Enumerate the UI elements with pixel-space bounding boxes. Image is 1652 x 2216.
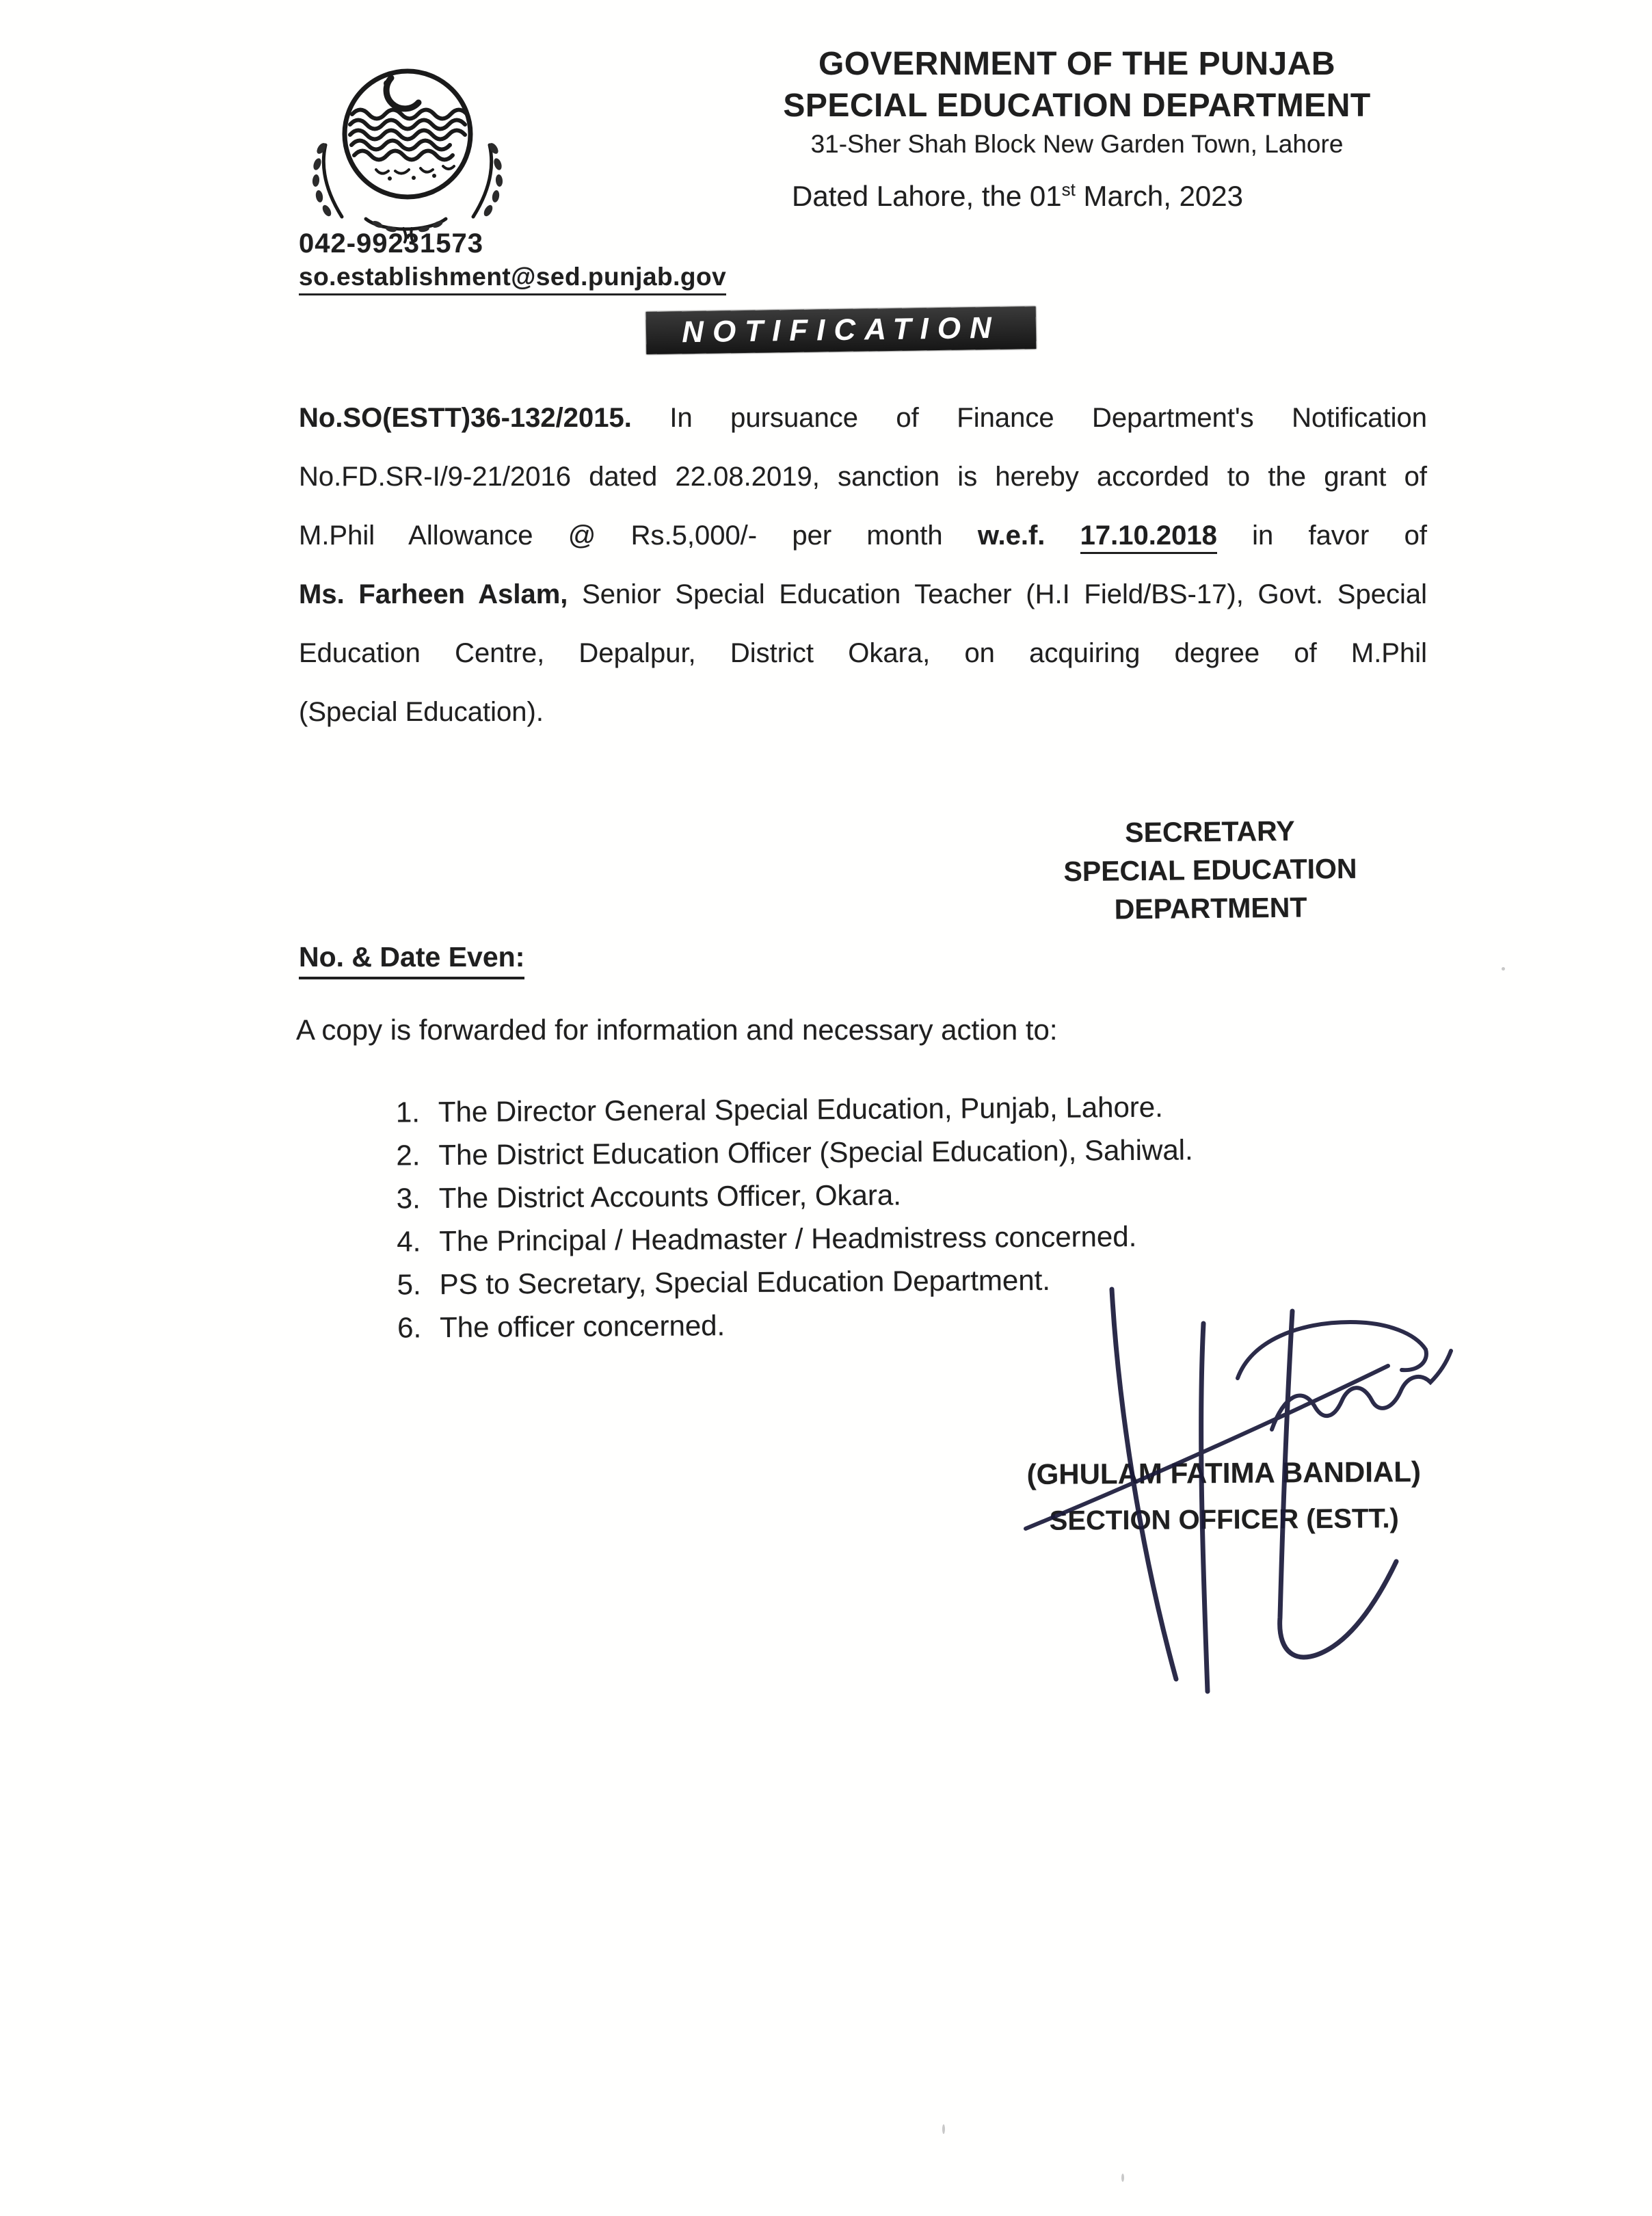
effective-date: 17.10.2018 [1080, 520, 1217, 554]
body-line-6: (Special Education). [299, 697, 544, 727]
list-item-text: The Principal / Headmaster / Headmistress concerned. [439, 1219, 1137, 1258]
date-line [792, 179, 1243, 213]
phone-number: 042-99231573 [299, 228, 484, 259]
river-waves-icon [350, 110, 467, 160]
date-prefix: Dated Lahore, the 01 [792, 180, 1062, 212]
signatory-line-3: DEPARTMENT [1114, 891, 1307, 925]
body-line-3 [299, 506, 1427, 565]
crescent-icon [386, 78, 418, 109]
list-item-number: 6. [397, 1311, 422, 1344]
body-line-3-tail: in favor of [1216, 520, 1427, 551]
scan-speck [1121, 2174, 1124, 2182]
handwritten-signature [978, 1269, 1456, 1706]
wheat-spray-right [473, 142, 503, 218]
list-item-number: 3. [396, 1182, 421, 1215]
date-ordinal-suffix: st [1061, 179, 1076, 200]
punjab-government-emblem-logo [287, 49, 533, 254]
body-line-1 [299, 388, 1427, 447]
wef-label: w.e.f. [977, 520, 1080, 551]
signatory-block [1018, 810, 1402, 929]
reference-number: No.SO(ESTT)36-132/2015. [299, 403, 632, 433]
list-item [397, 1213, 1285, 1263]
urdu-script-marks [376, 166, 454, 181]
letterhead [735, 45, 1419, 159]
wheat-spray-left [312, 142, 342, 218]
list-item-text: The officer concerned. [439, 1309, 725, 1344]
list-item-text: The Director General Special Education, Punjab, Lahore. [438, 1090, 1164, 1129]
signatory-line-2: SPECIAL EDUCATION [1063, 852, 1357, 888]
org-address: 31-Sher Shah Block New Garden Town, Lahore [810, 130, 1344, 158]
body-line-4 [299, 565, 1427, 624]
scan-speck [942, 2124, 945, 2134]
list-item-number: 5. [397, 1268, 421, 1301]
org-name-line1: GOVERNMENT OF THE PUNJAB [818, 46, 1336, 82]
list-item-text: The District Education Officer (Special Education), Sahiwal. [438, 1133, 1193, 1172]
list-item-text: PS to Secretary, Special Education Department. [439, 1263, 1051, 1301]
list-item [396, 1127, 1285, 1176]
list-item [397, 1170, 1285, 1219]
officer-name: (GHULAM FATIMA BANDIAL) [1026, 1455, 1422, 1491]
notification-title-bar [646, 306, 1037, 354]
star-dot-icon [384, 80, 390, 87]
scan-speck [1502, 967, 1505, 971]
copy-forwarded-intro: A copy is forwarded for information and necessary action to: [296, 1014, 1058, 1046]
org-name-line2: SPECIAL EDUCATION DEPARTMENT [783, 88, 1371, 124]
body-line-4-text: Senior Special Education Teacher (H.I Field/BS-17), Govt. Special [568, 579, 1427, 609]
body-line-3-text: M.Phil Allowance @ Rs.5,000/- per month [299, 520, 978, 551]
list-item-number: 1. [395, 1096, 421, 1129]
date-suffix: March, 2023 [1075, 180, 1244, 212]
signatory-line-1: SECRETARY [1125, 815, 1295, 849]
list-item-number: 2. [396, 1139, 421, 1172]
body-line-5: Education Centre, Depalpur, District Okara, on acquiring degree of M.Phil [299, 638, 1427, 668]
list-item-text: The District Accounts Officer, Okara. [438, 1178, 902, 1215]
notification-body [299, 388, 1427, 741]
list-item-number: 4. [397, 1225, 421, 1258]
notification-title: NOTIFICATION [681, 311, 1001, 349]
body-line-2: No.FD.SR-I/9-21/2016 dated 22.08.2019, sanction is hereby accorded to the grant of [299, 462, 1427, 492]
officer-title: SECTION OFFICER (ESTT.) [1049, 1503, 1399, 1536]
email-address: so.establishment@sed.punjab.gov [299, 263, 726, 295]
list-item [396, 1084, 1285, 1133]
teacher-name: Ms. Farheen Aslam, [299, 579, 568, 609]
number-date-even-heading: No. & Date Even: [299, 941, 524, 979]
body-line-1-text: In pursuance of Finance Department's Notification [631, 403, 1427, 433]
